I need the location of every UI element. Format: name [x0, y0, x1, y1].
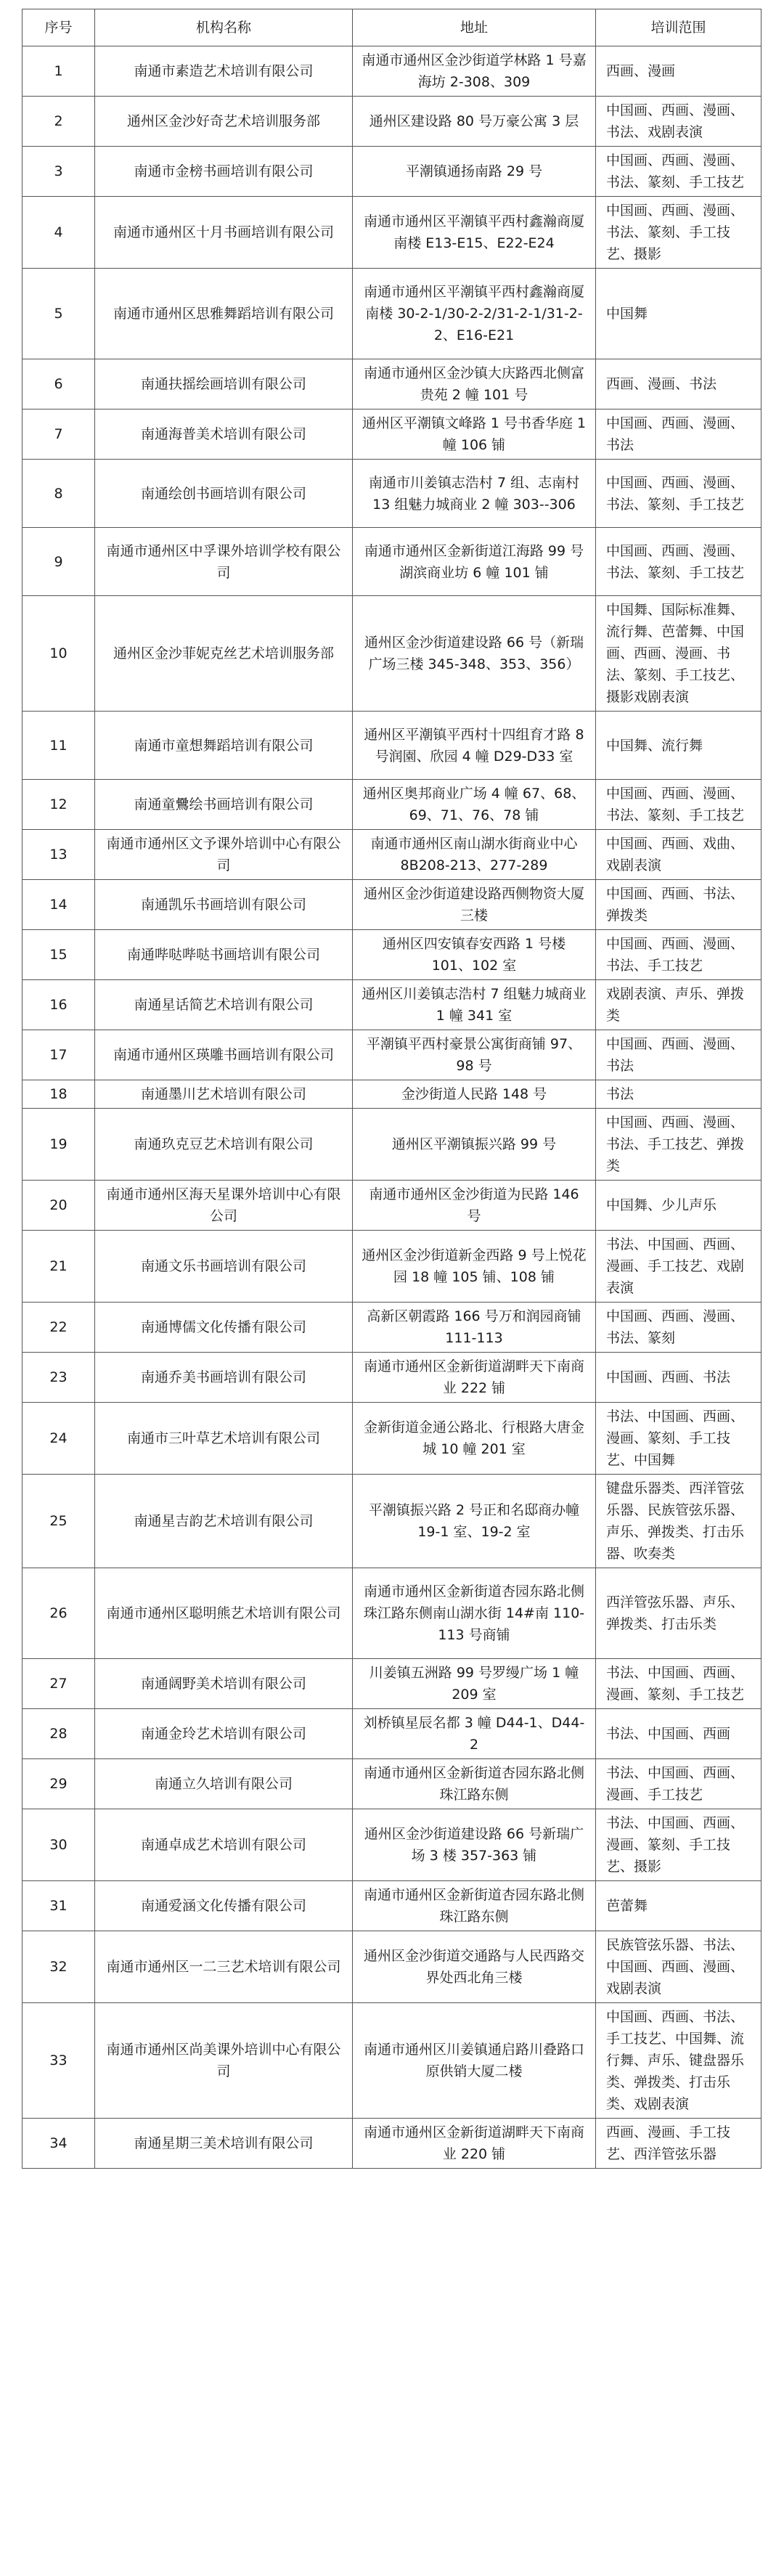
cell-scope: 中国画、西画、漫画、书法、篆刻、手工技艺: [596, 147, 761, 197]
cell-scope: 中国画、西画、漫画、书法: [596, 409, 761, 460]
cell-scope: 芭蕾舞: [596, 1881, 761, 1931]
cell-name: 南通市通州区中孚课外培训学校有限公司: [95, 528, 353, 596]
cell-scope: 中国画、西画、书法、手工技艺、中国舞、流行舞、声乐、键盘器乐类、弹拨类、打击乐类、戏剧表演: [596, 2003, 761, 2119]
cell-scope: 中国舞: [596, 269, 761, 359]
cell-serial: 21: [23, 1231, 95, 1303]
cell-serial: 17: [23, 1030, 95, 1080]
table-row: [23, 1353, 761, 1403]
cell-serial: 16: [23, 980, 95, 1030]
cell-serial: 27: [23, 1659, 95, 1709]
cell-scope: 民族管弦乐器、书法、中国画、西画、漫画、戏剧表演: [596, 1931, 761, 2003]
table-row: [23, 1030, 761, 1080]
cell-serial: 2: [23, 97, 95, 147]
cell-name: 南通星话简艺术培训有限公司: [95, 980, 353, 1030]
cell-scope: 中国画、西画、漫画、书法、篆刻、手工技艺: [596, 528, 761, 596]
table-body: [23, 46, 761, 2169]
cell-serial: 31: [23, 1881, 95, 1931]
cell-address: 南通市通州区金沙街道为民路 146 号: [353, 1181, 596, 1231]
cell-address: 通州区建设路 80 号万豪公寓 3 层: [353, 97, 596, 147]
cell-scope: 西画、漫画: [596, 46, 761, 97]
cell-name: 南通哔哒哔哒书画培训有限公司: [95, 930, 353, 980]
cell-address: 南通市通州区金新街道湖畔天下南商业 222 铺: [353, 1353, 596, 1403]
cell-name: 南通爱涵文化传播有限公司: [95, 1881, 353, 1931]
table-row: [23, 1809, 761, 1881]
cell-address: 南通市通州区金沙街道学林路 1 号嘉海坊 2-308、309: [353, 46, 596, 97]
table-row: [23, 596, 761, 712]
cell-serial: 14: [23, 880, 95, 930]
table-header-row: [23, 9, 761, 46]
cell-name: 通州区金沙菲妮克丝艺术培训服务部: [95, 596, 353, 712]
cell-name: 南通扶摇绘画培训有限公司: [95, 359, 353, 409]
cell-serial: 4: [23, 197, 95, 269]
cell-address: 南通市通州区金新街道江海路 99 号湖滨商业坊 6 幢 101 铺: [353, 528, 596, 596]
cell-serial: 20: [23, 1181, 95, 1231]
cell-address: 刘桥镇星辰名都 3 幢 D44-1、D44-2: [353, 1709, 596, 1759]
cell-name: 南通卓成艺术培训有限公司: [95, 1809, 353, 1881]
cell-serial: 26: [23, 1568, 95, 1659]
cell-scope: 书法、中国画、西画、漫画、篆刻、手工技艺、摄影: [596, 1809, 761, 1881]
table-row: [23, 197, 761, 269]
table-row: [23, 880, 761, 930]
cell-scope: 中国舞、流行舞: [596, 712, 761, 780]
table-row: [23, 409, 761, 460]
cell-scope: 中国画、西画、漫画、书法、篆刻、手工技艺、摄影: [596, 197, 761, 269]
cell-address: 通州区金沙街道新金西路 9 号上悦花园 18 幢 105 铺、108 铺: [353, 1231, 596, 1303]
cell-address: 南通市通州区金新街道杏园东路北侧珠江路东侧: [353, 1881, 596, 1931]
cell-serial: 25: [23, 1475, 95, 1568]
cell-serial: 29: [23, 1759, 95, 1809]
cell-address: 通州区金沙街道交通路与人民西路交界处西北角三楼: [353, 1931, 596, 2003]
cell-name: 南通金玲艺术培训有限公司: [95, 1709, 353, 1759]
cell-name: 南通市通州区十月书画培训有限公司: [95, 197, 353, 269]
cell-address: 通州区平潮镇振兴路 99 号: [353, 1109, 596, 1181]
header-address: 地址: [353, 9, 596, 46]
cell-serial: 3: [23, 147, 95, 197]
cell-name: 南通市通州区聪明熊艺术培训有限公司: [95, 1568, 353, 1659]
cell-scope: 中国画、西画、漫画、书法、篆刻、手工技艺: [596, 460, 761, 528]
table-row: [23, 460, 761, 528]
cell-name: 南通星吉韵艺术培训有限公司: [95, 1475, 353, 1568]
table-row: [23, 1568, 761, 1659]
cell-name: 南通市三叶草艺术培训有限公司: [95, 1403, 353, 1475]
table-row: [23, 1403, 761, 1475]
cell-scope: 西洋管弦乐器、声乐、弹拨类、打击乐类: [596, 1568, 761, 1659]
table-row: [23, 1080, 761, 1109]
cell-name: 南通文乐书画培训有限公司: [95, 1231, 353, 1303]
table-row: [23, 528, 761, 596]
cell-name: 南通市通州区文予课外培训中心有限公司: [95, 830, 353, 880]
table-row: [23, 1475, 761, 1568]
cell-scope: 戏剧表演、声乐、弹拨类: [596, 980, 761, 1030]
cell-serial: 12: [23, 780, 95, 830]
cell-address: 金沙街道人民路 148 号: [353, 1080, 596, 1109]
cell-scope: 中国舞、国际标准舞、流行舞、芭蕾舞、中国画、西画、漫画、书法、篆刻、手工技艺、摄影戏剧表演: [596, 596, 761, 712]
cell-name: 南通市通州区尚美课外培训中心有限公司: [95, 2003, 353, 2119]
table-row: [23, 1231, 761, 1303]
table-row: [23, 1709, 761, 1759]
cell-serial: 30: [23, 1809, 95, 1881]
table-row: [23, 712, 761, 780]
cell-address: 高新区朝霞路 166 号万和润园商铺 111-113: [353, 1303, 596, 1353]
table-row: [23, 930, 761, 980]
cell-name: 南通市通州区瑛雕书画培训有限公司: [95, 1030, 353, 1080]
table-row: [23, 147, 761, 197]
cell-address: 南通市通州区金新街道杏园东路北侧珠江路东侧南山湖水街 14#南 110-113 号商铺: [353, 1568, 596, 1659]
cell-serial: 13: [23, 830, 95, 880]
table-row: [23, 780, 761, 830]
table-row: [23, 1881, 761, 1931]
table-row: [23, 1931, 761, 2003]
cell-name: 南通墨川艺术培训有限公司: [95, 1080, 353, 1109]
cell-scope: 书法、中国画、西画、漫画、篆刻、手工技艺、中国舞: [596, 1403, 761, 1475]
cell-name: 南通立久培训有限公司: [95, 1759, 353, 1809]
cell-address: 南通市川姜镇志浩村 7 组、志南村 13 组魅力城商业 2 幢 303--306: [353, 460, 596, 528]
header-name: 机构名称: [95, 9, 353, 46]
cell-address: 通州区平潮镇平西村十四组育才路 8 号润園、欣园 4 幢 D29-D33 室: [353, 712, 596, 780]
table-row: [23, 830, 761, 880]
cell-serial: 11: [23, 712, 95, 780]
cell-serial: 28: [23, 1709, 95, 1759]
cell-scope: 书法、中国画、西画: [596, 1709, 761, 1759]
cell-scope: 中国舞、少儿声乐: [596, 1181, 761, 1231]
cell-scope: 键盘乐器类、西洋管弦乐器、民族管弦乐器、声乐、弹拨类、打击乐器、吹奏类: [596, 1475, 761, 1568]
cell-name: 南通凯乐书画培训有限公司: [95, 880, 353, 930]
cell-address: 川姜镇五洲路 99 号罗缦广场 1 幢 209 室: [353, 1659, 596, 1709]
cell-scope: 西画、漫画、手工技艺、西洋管弦乐器: [596, 2119, 761, 2169]
cell-scope: 书法: [596, 1080, 761, 1109]
cell-scope: 书法、中国画、西画、漫画、篆刻、手工技艺: [596, 1659, 761, 1709]
cell-name: 通州区金沙好奇艺术培训服务部: [95, 97, 353, 147]
header-serial: 序号: [23, 9, 95, 46]
cell-serial: 9: [23, 528, 95, 596]
table-row: [23, 359, 761, 409]
cell-address: 南通市通州区金沙镇大庆路西北侧富贵苑 2 幢 101 号: [353, 359, 596, 409]
cell-address: 通州区奥邦商业广场 4 幢 67、68、69、71、76、78 铺: [353, 780, 596, 830]
table-row: [23, 1303, 761, 1353]
table-row: [23, 1181, 761, 1231]
header-scope: 培训范围: [596, 9, 761, 46]
cell-address: 通州区川姜镇志浩村 7 组魅力城商业 1 幢 341 室: [353, 980, 596, 1030]
cell-serial: 6: [23, 359, 95, 409]
cell-name: 南通市通州区一二三艺术培训有限公司: [95, 1931, 353, 2003]
cell-name: 南通市通州区思雅舞蹈培训有限公司: [95, 269, 353, 359]
cell-name: 南通乔美书画培训有限公司: [95, 1353, 353, 1403]
cell-serial: 5: [23, 269, 95, 359]
cell-address: 平潮镇振兴路 2 号正和名邸商办幢 19-1 室、19-2 室: [353, 1475, 596, 1568]
cell-name: 南通博儒文化传播有限公司: [95, 1303, 353, 1353]
cell-name: 南通海普美术培训有限公司: [95, 409, 353, 460]
table-row: [23, 2003, 761, 2119]
table-row: [23, 46, 761, 97]
table-row: [23, 269, 761, 359]
cell-address: 南通市通州区平潮镇平西村鑫瀚商厦南楼 30-2-1/30-2-2/31-2-1/31-2-2、E16-E21: [353, 269, 596, 359]
cell-scope: 西画、漫画、书法: [596, 359, 761, 409]
cell-name: 南通市金榜书画培训有限公司: [95, 147, 353, 197]
cell-serial: 24: [23, 1403, 95, 1475]
cell-address: 南通市通州区南山湖水街商业中心 8B208-213、277-289: [353, 830, 596, 880]
table-row: [23, 1659, 761, 1709]
cell-scope: 中国画、西画、戏曲、戏剧表演: [596, 830, 761, 880]
cell-name: 南通市素造艺术培训有限公司: [95, 46, 353, 97]
cell-scope: 中国画、西画、漫画、书法: [596, 1030, 761, 1080]
cell-serial: 15: [23, 930, 95, 980]
cell-serial: 33: [23, 2003, 95, 2119]
institution-table-container: [22, 9, 761, 2169]
cell-name: 南通玖克豆艺术培训有限公司: [95, 1109, 353, 1181]
cell-name: 南通星期三美术培训有限公司: [95, 2119, 353, 2169]
cell-address: 南通市通州区金新街道杏园东路北侧珠江路东侧: [353, 1759, 596, 1809]
cell-scope: 中国画、西画、漫画、书法、篆刻: [596, 1303, 761, 1353]
cell-name: 南通市通州区海天星课外培训中心有限公司: [95, 1181, 353, 1231]
cell-scope: 中国画、西画、漫画、书法、手工技艺: [596, 930, 761, 980]
table-row: [23, 1109, 761, 1181]
cell-address: 通州区金沙街道建设路西侧物资大厦三楼: [353, 880, 596, 930]
cell-serial: 7: [23, 409, 95, 460]
cell-address: 平潮镇平西村豪景公寓街商铺 97、98 号: [353, 1030, 596, 1080]
cell-address: 南通市通州区金新街道湖畔天下南商业 220 铺: [353, 2119, 596, 2169]
cell-scope: 中国画、西画、漫画、书法、戏剧表演: [596, 97, 761, 147]
cell-scope: 中国画、西画、书法、弹拨类: [596, 880, 761, 930]
cell-serial: 8: [23, 460, 95, 528]
cell-serial: 22: [23, 1303, 95, 1353]
cell-serial: 18: [23, 1080, 95, 1109]
cell-scope: 中国画、西画、漫画、书法、手工技艺、弹拨类: [596, 1109, 761, 1181]
table-row: [23, 980, 761, 1030]
cell-scope: 中国画、西画、书法: [596, 1353, 761, 1403]
cell-serial: 32: [23, 1931, 95, 2003]
cell-address: 通州区平潮镇文峰路 1 号书香华庭 1 幢 106 铺: [353, 409, 596, 460]
table-row: [23, 1759, 761, 1809]
cell-serial: 23: [23, 1353, 95, 1403]
cell-serial: 19: [23, 1109, 95, 1181]
cell-address: 通州区四安镇春安西路 1 号楼 101、102 室: [353, 930, 596, 980]
cell-address: 通州区金沙街道建设路 66 号（新瑞广场三楼 345-348、353、356）: [353, 596, 596, 712]
cell-address: 通州区金沙街道建设路 66 号新瑞广场 3 楼 357-363 铺: [353, 1809, 596, 1881]
cell-serial: 1: [23, 46, 95, 97]
cell-serial: 34: [23, 2119, 95, 2169]
cell-scope: 书法、中国画、西画、漫画、手工技艺: [596, 1759, 761, 1809]
cell-address: 金新街道金通公路北、行根路大唐金城 10 幢 201 室: [353, 1403, 596, 1475]
cell-address: 南通市通州区川姜镇通启路川叠路口原供销大厦二楼: [353, 2003, 596, 2119]
cell-address: 南通市通州区平潮镇平西村鑫瀚商厦南楼 E13-E15、E22-E24: [353, 197, 596, 269]
cell-address: 平潮镇通扬南路 29 号: [353, 147, 596, 197]
cell-scope: 书法、中国画、西画、漫画、手工技艺、戏剧表演: [596, 1231, 761, 1303]
cell-name: 南通绘创书画培训有限公司: [95, 460, 353, 528]
table-row: [23, 97, 761, 147]
cell-name: 南通阔野美术培训有限公司: [95, 1659, 353, 1709]
cell-serial: 10: [23, 596, 95, 712]
institution-table: [22, 9, 761, 2169]
cell-scope: 中国画、西画、漫画、书法、篆刻、手工技艺: [596, 780, 761, 830]
cell-name: 南通童䴎绘书画培训有限公司: [95, 780, 353, 830]
cell-name: 南通市童想舞蹈培训有限公司: [95, 712, 353, 780]
table-row: [23, 2119, 761, 2169]
